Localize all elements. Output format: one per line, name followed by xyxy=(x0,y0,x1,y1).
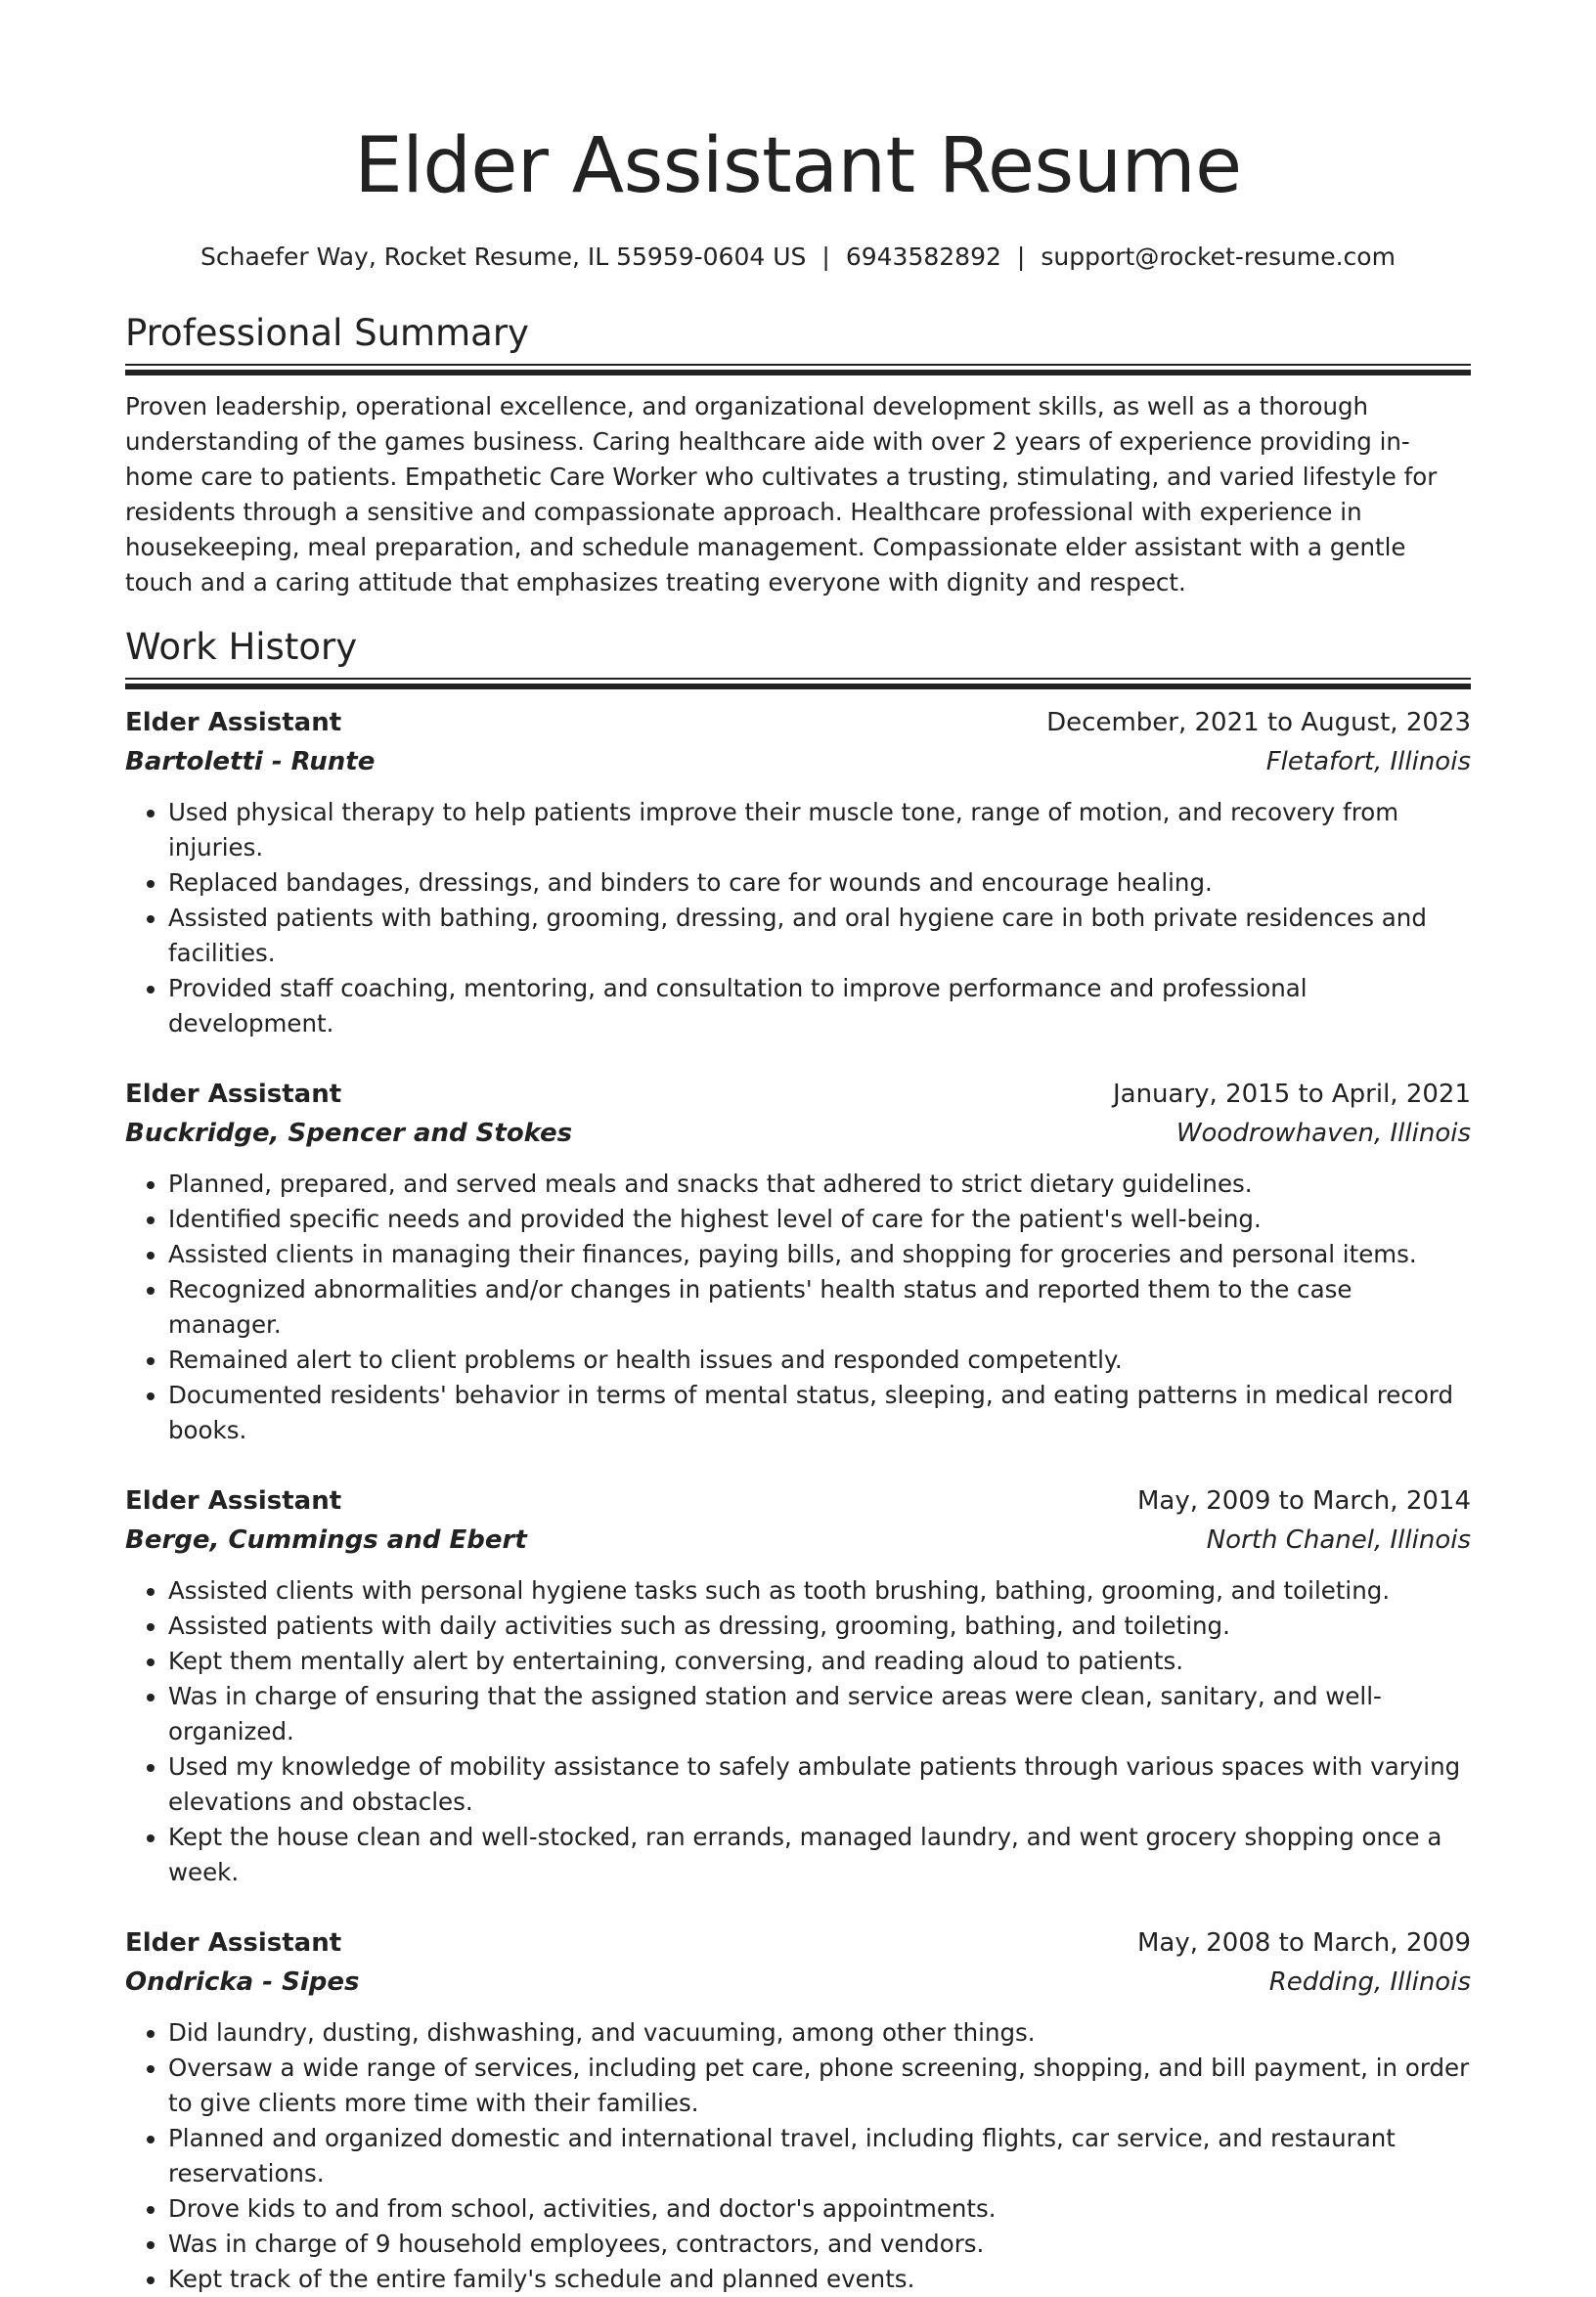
section-heading-work: Work History xyxy=(125,626,358,668)
job-bullet: • Provided staff coaching, mentoring, and consultation to improve performance and professional development. xyxy=(168,971,1471,1041)
contact-phone: 6943582892 xyxy=(845,243,1001,271)
job-location: North Chanel, Illinois xyxy=(1206,1525,1471,1555)
job-company: Ondricka - Sipes xyxy=(125,1967,360,1997)
job-bullet-list xyxy=(125,2015,1471,2297)
job-entry xyxy=(125,703,1471,1041)
job-bullet: • Planned, prepared, and served meals and snacks that adhered to strict dietary guidelines. xyxy=(168,1167,1471,1202)
job-bullet: • Was in charge of 9 household employees, contractors, and vendors. xyxy=(168,2227,1471,2262)
job-bullet: • Recognized abnormalities and/or changes in patients' health status and reported them to the case manager. xyxy=(168,1272,1471,1343)
job-bullet: • Remained alert to client problems or health issues and responded competently. xyxy=(168,1343,1471,1378)
job-entry xyxy=(125,1481,1471,1890)
resume-title: Elder Assistant Resume xyxy=(354,122,1242,210)
work-history-section xyxy=(125,626,1471,2297)
job-bullet: • Did laundry, dusting, dishwashing, and vacuuming, among other things. xyxy=(168,2015,1471,2051)
job-title: Elder Assistant xyxy=(125,1080,342,1109)
summary-paragraph: Proven leadership, operational excellence, and organizational development skills, as well as a thorough understanding of the games business. Caring healthcare aide with over 2 years of experience providing in-home care to patients. Empathetic Care Worker who cultivates a trusting, stimulating, and varied lifestyle for residents through a sensitive and compassionate approach. Healthcare professional with experience in housekeeping, meal preparation, and schedule management. Compassionate elder assistant with a gentle touch and a caring attitude that emphasizes treating everyone with dignity and respect. xyxy=(125,392,1438,596)
job-title: Elder Assistant xyxy=(125,1486,342,1516)
section-heading-summary: Professional Summary xyxy=(125,312,529,354)
job-bullet: • Oversaw a wide range of services, including pet care, phone screening, shopping, and bill payment, in order to give clients more time with their families. xyxy=(168,2051,1471,2121)
section-divider xyxy=(125,678,1471,689)
job-entry xyxy=(125,1923,1471,2297)
job-location: Redding, Illinois xyxy=(1268,1967,1471,1997)
job-dates: May, 2008 to March, 2009 xyxy=(1136,1928,1471,1958)
job-entry xyxy=(125,1075,1471,1448)
job-bullet: • Drove kids to and from school, activities, and doctor's appointments. xyxy=(168,2191,1471,2227)
job-bullet: • Was in charge of ensuring that the assigned station and service areas were clean, sanitary, and well-organized. xyxy=(168,1679,1471,1749)
job-dates: December, 2021 to August, 2023 xyxy=(1046,708,1471,737)
professional-summary-section xyxy=(125,312,1471,600)
job-company: Bartoletti - Runte xyxy=(125,747,376,776)
job-company: Berge, Cummings and Ebert xyxy=(125,1525,527,1555)
job-bullet: • Kept the house clean and well-stocked, ran errands, managed laundry, and went grocery shopping once a week. xyxy=(168,1820,1471,1890)
job-bullet: • Assisted clients with personal hygiene tasks such as tooth brushing, bathing, grooming, and toileting. xyxy=(168,1573,1471,1609)
job-bullet: • Planned and organized domestic and international travel, including flights, car service, and restaurant reservations. xyxy=(168,2121,1471,2191)
job-bullet: • Identified specific needs and provided the highest level of care for the patient's well-being. xyxy=(168,1202,1471,1237)
job-location: Woodrowhaven, Illinois xyxy=(1175,1119,1471,1148)
contact-line xyxy=(125,243,1471,271)
job-bullet-list xyxy=(125,795,1471,1041)
job-bullet: • Assisted patients with daily activities such as dressing, grooming, bathing, and toileting. xyxy=(168,1609,1471,1644)
job-bullet: • Assisted patients with bathing, grooming, dressing, and oral hygiene care in both private residences and facilities. xyxy=(168,901,1471,971)
job-title: Elder Assistant xyxy=(125,708,342,737)
contact-email[interactable]: support@rocket-resume.com xyxy=(1041,243,1396,271)
job-bullet-list xyxy=(125,1167,1471,1448)
job-bullet: • Kept track of the entire family's schedule and planned events. xyxy=(168,2262,1471,2297)
job-dates: January, 2015 to April, 2021 xyxy=(1112,1080,1471,1109)
job-location: Fletafort, Illinois xyxy=(1265,747,1471,776)
job-bullet: • Used my knowledge of mobility assistance to safely ambulate patients through various spaces with varying elevations and obstacles. xyxy=(168,1749,1471,1820)
contact-separator: | xyxy=(1016,243,1026,271)
job-bullet: • Used physical therapy to help patients improve their muscle tone, range of motion, and recovery from injuries. xyxy=(168,795,1471,865)
job-company: Buckridge, Spencer and Stokes xyxy=(125,1119,573,1148)
job-dates: May, 2009 to March, 2014 xyxy=(1136,1486,1471,1516)
job-bullet: • Replaced bandages, dressings, and binders to care for wounds and encourage healing. xyxy=(168,865,1471,901)
job-bullet: • Assisted clients in managing their finances, paying bills, and shopping for groceries and personal items. xyxy=(168,1237,1471,1272)
job-bullet: • Documented residents' behavior in terms of mental status, sleeping, and eating patterns in medical record books. xyxy=(168,1378,1471,1448)
section-divider xyxy=(125,364,1471,375)
job-bullet: • Kept them mentally alert by entertaining, conversing, and reading aloud to patients. xyxy=(168,1644,1471,1679)
job-bullet-list xyxy=(125,1573,1471,1890)
contact-address: Schaefer Way, Rocket Resume, IL 55959-0604 US xyxy=(200,243,807,271)
job-title: Elder Assistant xyxy=(125,1928,342,1958)
contact-separator: | xyxy=(821,243,830,271)
